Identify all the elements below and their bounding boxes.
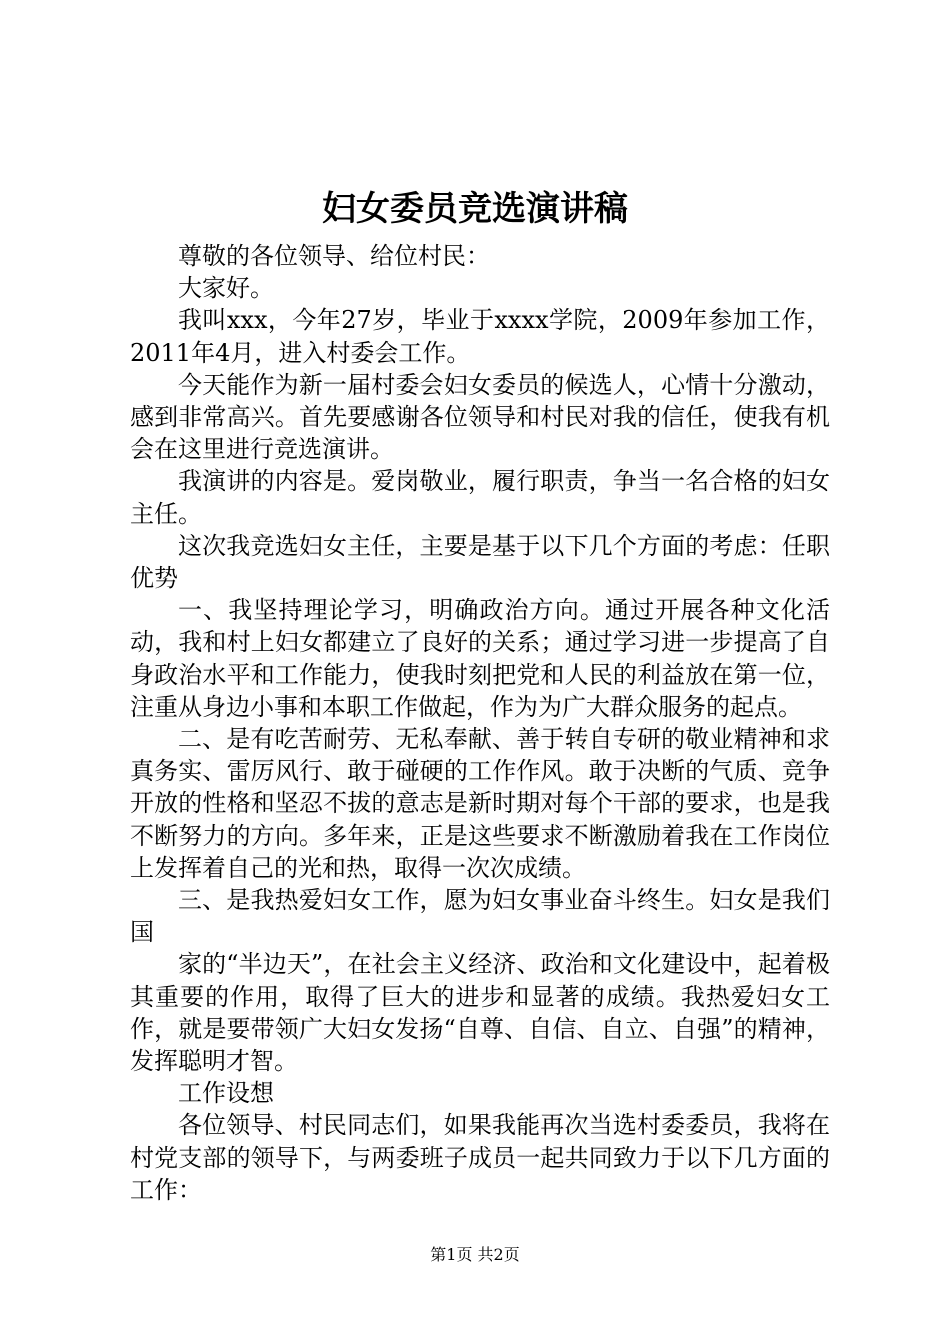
- paragraph-work-plan: 各位领导、村民同志们，如果我能再次当选村委委员，我将在村党支部的领导下，与两委班子成员一起共同致力于以下几方面的工作：: [130, 1111, 830, 1204]
- paragraph-reasons: 这次我竞选妇女主任，主要是基于以下几个方面的考虑：任职优势: [130, 531, 830, 593]
- paragraph-introduction: 我叫xxx，今年27岁，毕业于xxxx学院，2009年参加工作，2011年4月，进入村委会工作。: [130, 306, 830, 367]
- paragraph-advantage-3-continued: 家的“半边天”，在社会主义经济、政治和文化建设中，起着极其重要的作用，取得了巨大的进步和显著的成绩。我热爱妇女工作，就是要带领广大妇女发扬“自尊、自信、自立、自强”的精神，发挥聪明才智。: [130, 950, 830, 1076]
- page-footer: 第1页 共2页: [430, 1245, 520, 1264]
- section-heading-work-plan: 工作设想: [178, 1079, 274, 1108]
- paragraph-speech-topic: 我演讲的内容是。爱岗敬业，履行职责，争当一名合格的妇女主任。: [130, 467, 830, 528]
- paragraph-advantage-1: 一、我坚持理论学习，明确政治方向。通过开展各种文化活动，我和村上妇女都建立了良好的关系；通过学习进一步提高了自身政治水平和工作能力，使我时刻把党和人民的利益放在第一位，注重从身边小事和本职工作做起，作为为广大群众服务的起点。: [130, 596, 830, 721]
- salutation: 尊敬的各位领导、给位村民：: [178, 242, 490, 270]
- greeting: 大家好。: [178, 274, 274, 303]
- paragraph-advantage-3: 三、是我热爱妇女工作，愿为妇女事业奋斗终生。妇女是我们国: [130, 886, 830, 947]
- paragraph-advantage-2: 二、是有吃苦耐劳、无私奉献、善于转自专研的敬业精神和求真务实、雷厉风行、敢于碰硬的工作作风。敢于决断的气质、竞争开放的性格和坚忍不拔的意志是新时期对每个干部的要求，也是我不断努力的方向。多年来，正是这些要求不断激励着我在工作岗位上发挥着自己的光和热，取得一次次成绩。: [130, 725, 830, 882]
- document-title: 妇女委员竞选演讲稿: [322, 189, 628, 229]
- paragraph-gratitude: 今天能作为新一届村委会妇女委员的候选人，心情十分激动，感到非常高兴。首先要感谢各位领导和村民对我的信任，使我有机会在这里进行竞选演讲。: [130, 370, 830, 464]
- document-body: [130, 240, 830, 1206]
